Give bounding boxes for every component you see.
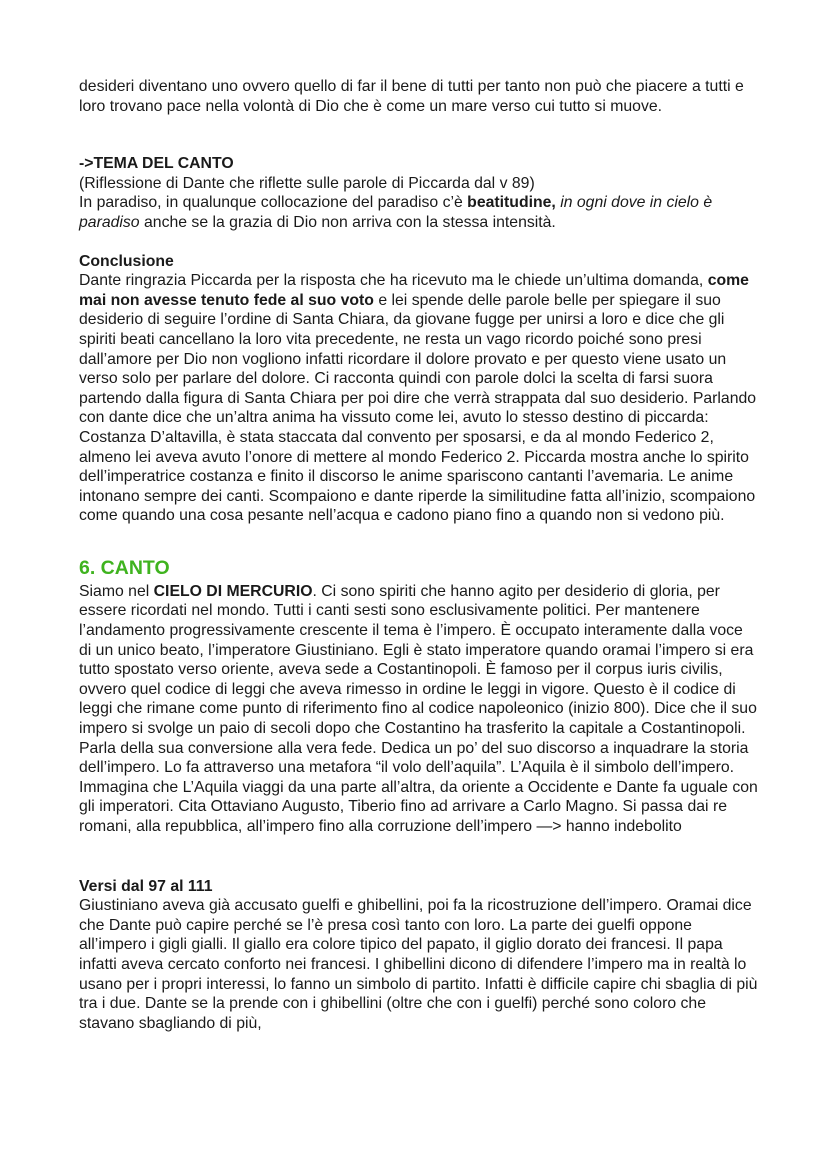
versi-section [79, 877, 759, 1034]
conclusione-text-1: Dante ringrazia Piccarda per la risposta che ha ricevuto ma le chiede un’ultima domanda, [79, 272, 708, 290]
canto-text-2: . Ci sono spiriti che hanno agito per desiderio di gloria, per essere ricordati nel mondo. Tutti i canti sesti sono esclusivamente politici. Per mantenere l’andamento progressivamente crescente il tema è l’impero. È occupato interamente dalla voce di un unico beato, l’imperatore Giustiniano. Egli è stato imperatore quando oramai l’impero si era tutto spostato verso oriente, aveva sede a Costantinopoli. È famoso per il corpus iuris civilis, ovvero quel codice di leggi che aveva rimesso in ordine le leggi in vigore. Questo è il codice di leggi che rimane come punto di riferimento fino al codice napoleonico (inizio 800). Dice che il suo impero si svolge un paio di secoli dopo che Costantino ha trasferito la capitale a Costantinopoli. Parla della sua conversione alla vera fede. Dedica un po’ del suo discorso a inquadrare la storia dell’impero. Lo fa attraverso una metafora “il volo dell’aquila”. L’Aquila è il simbolo dell’impero. Immagina che L’Aquila viaggi da una parte all’altra, da oriente a Occidente e Dante fa uguale con gli imperatori. Cita Ottaviano Augusto, Tiberio fino ad arrivare a Carlo Magno. Si passa dai re romani, alla repubblica, all’impero fino alla corruzione dell’impero —> hanno indebolito [79, 582, 758, 835]
canto-text-1: Siamo nel [79, 582, 154, 600]
tema-section [79, 154, 759, 232]
tema-text-1: In paradiso, in qualunque collocazione del paradiso c’è [79, 194, 468, 212]
tema-text-2: anche se la grazia di Dio non arriva con la stessa intensità. [139, 213, 556, 231]
conclusione-paragraph [79, 271, 759, 526]
document-page [79, 77, 759, 1033]
conclusione-heading: Conclusione [79, 252, 174, 270]
conclusione-text-2: e lei spende delle parole belle per spiegare il suo desiderio di seguire l’ordine di Santa Chiara, da giovane fugge per unirsi a loro e dice che gli spiriti beati cancellano la loro vita precedente, ne resta un vago ricordo poiché sono presi dall’amore per Dio non vogliono infatti ricordare il dolore provato e per questo viene usato un verso solo per parlare del dolore. Ci racconta quindi con parole dolci la scelta di farsi suora partendo dalla figura di Santa Chiara per poi dire che verrà strappata dal suo desiderio. Parlando con dante dice che un’altra anima ha vissuto come lei, avuto lo stesso destino di piccarda: Costanza D’altavilla, è stata staccata dal convento per sposarsi, e da al mondo Federico 2, almeno lei aveva avuto l’onore di mettere al mondo Federico 2. Piccarda mostra anche lo spirito dell’imperatrice costanza e finito il discorso le anime spariscono cantanti l’avemaria. Le anime intonano sempre dei canti. Scompaiono e dante riperde la similitudine fatta all’inizio, scompaiono come quando una cosa pesante nell’acqua e cadono piano fino a quando non si vedono più. [79, 291, 757, 525]
canto-paragraph [79, 582, 759, 837]
tema-bold-text: beatitudine, [467, 194, 556, 212]
tema-italic-text: in ogni dove in cielo è paradiso [79, 194, 713, 231]
canto-section [79, 556, 759, 837]
tema-paragraph [79, 193, 759, 232]
conclusione-section [79, 252, 759, 526]
versi-heading: Versi dal 97 al 111 [79, 877, 213, 895]
canto-heading: 6. CANTO [79, 556, 170, 579]
canto-bold-text: CIELO DI MERCURIO [153, 582, 313, 600]
intro-paragraph: desideri diventano uno ovvero quello di far il bene di tutti per tanto non può che piacere a tutti e loro trovano pace nella volontà di Dio che è come un mare verso cui tutto si muove. [79, 78, 744, 115]
versi-paragraph: Giustiniano aveva già accusato guelfi e ghibellini, poi fa la ricostruzione dell’impero. Oramai dice che Dante può capire perché se l’è presa così tanto con loro. La parte dei guelfi oppone all’impero i gigli gialli. Il giallo era colore tipico del papato, il giglio dorato dei francesi. Il papa infatti aveva cercato conforto nei francesi. I ghibellini dicono di difendere l’impero ma in realtà lo usano per i propri interessi, lo fanno un simbolo di partito. Infatti è difficile capire chi sbaglia di più tra i due. Dante se la prende con i ghibellini (oltre che con i guelfi) perché sono coloro che stavano sbagliando di più, [79, 897, 758, 1032]
conclusione-bold-text: come mai non avesse tenuto fede al suo voto [79, 272, 749, 309]
tema-heading: ->TEMA DEL CANTO [79, 155, 234, 173]
tema-note: (Riflessione di Dante che riflette sulle parole di Piccarda dal v 89) [79, 174, 535, 192]
